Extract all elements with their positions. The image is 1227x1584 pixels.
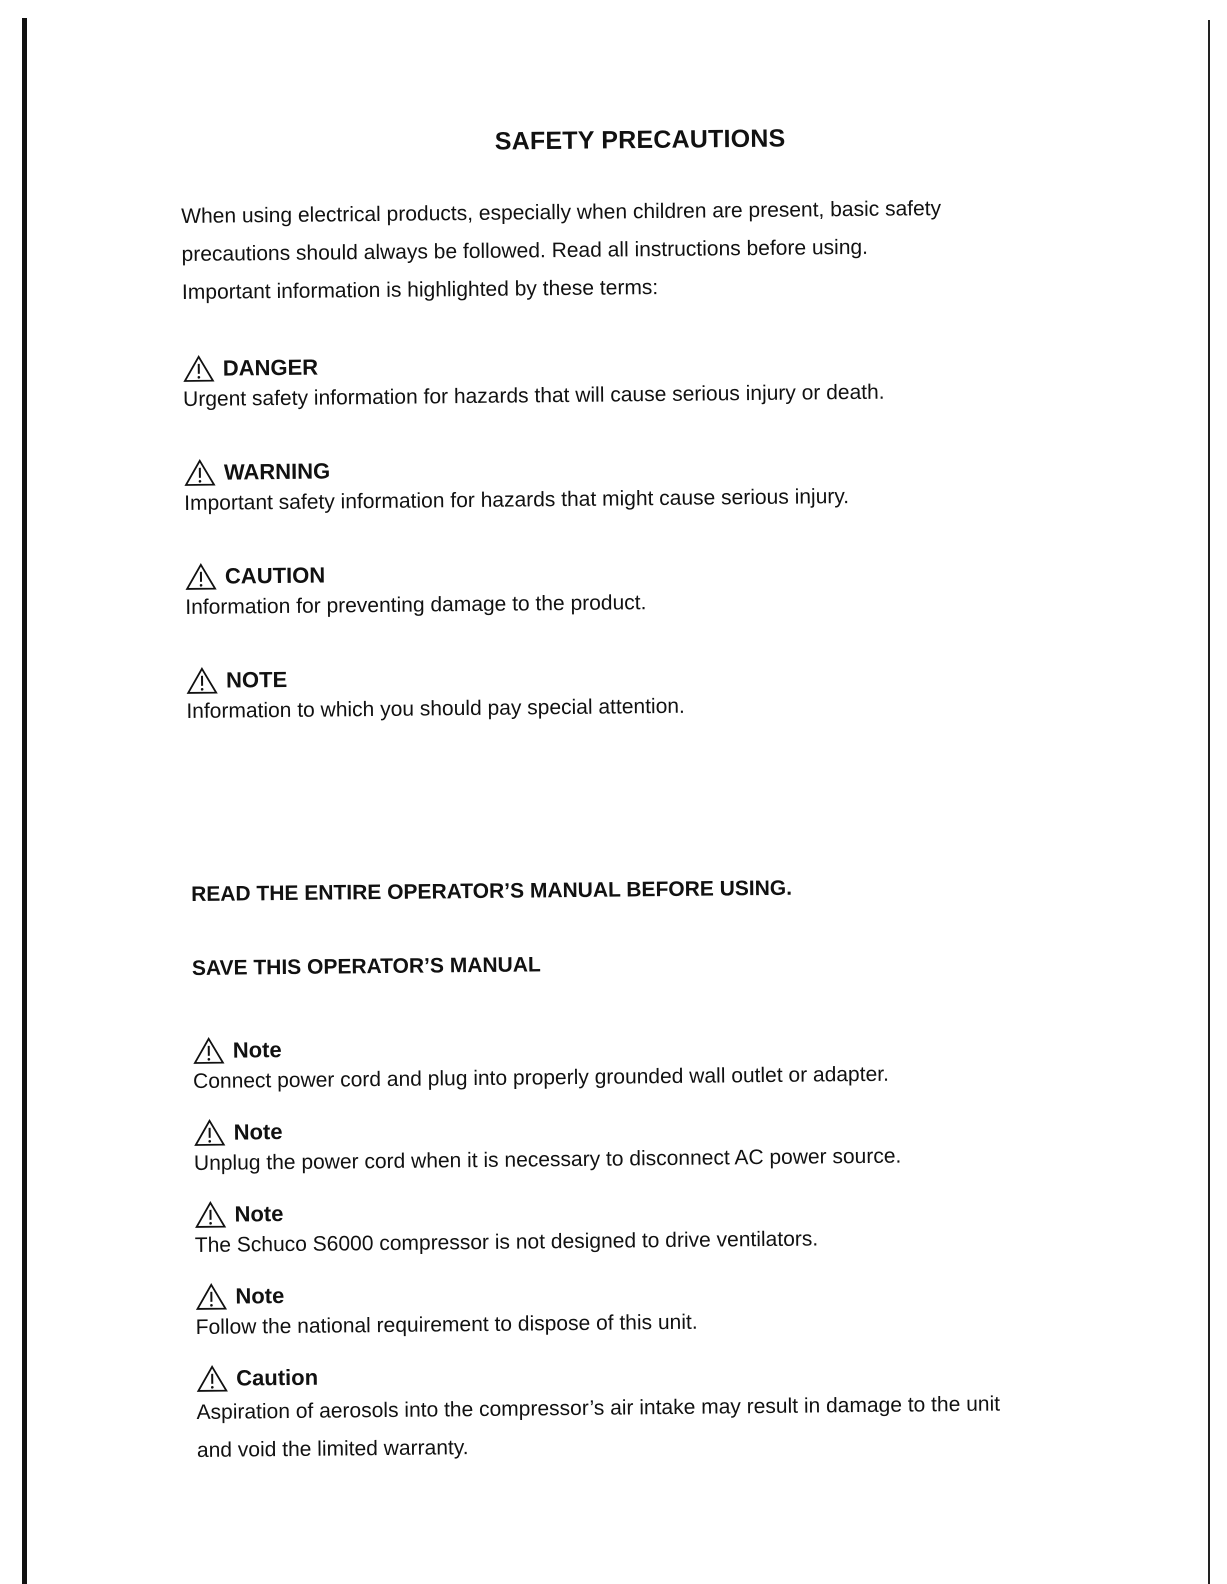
note-text: The Schuco S6000 compressor is not designed to drive ventilators.	[194, 1227, 819, 1257]
note-item	[193, 1026, 1144, 1098]
notes-list	[193, 1026, 1147, 1470]
note-text-line: Aspiration of aerosols into the compressor’s air intake may result in damage to the unit	[196, 1392, 1001, 1424]
note-item	[194, 1190, 1145, 1262]
term-description: Information to which you should pay special attention.	[186, 694, 685, 723]
note-text: Connect power cord and plug into properly grounded wall outlet or adapter.	[192, 1062, 889, 1093]
warning-triangle-icon	[193, 1037, 225, 1065]
save-manual-heading: SAVE THIS OPERATOR’S MANUAL	[191, 953, 541, 980]
term-label: CAUTION	[224, 562, 326, 589]
scan-edge-right	[1208, 20, 1210, 1584]
read-manual-heading: READ THE ENTIRE OPERATOR’S MANUAL BEFORE USING.	[191, 876, 793, 906]
intro-line: When using electrical products, especially when children are present, basic safety	[181, 197, 942, 228]
warning-triangle-icon	[194, 1201, 226, 1229]
note-label: Note	[235, 1283, 285, 1309]
warning-triangle-icon	[194, 1119, 226, 1147]
note-label: Note	[233, 1119, 283, 1145]
intro-line: Important information is highlighted by these terms:	[181, 276, 659, 304]
warning-triangle-icon	[195, 1283, 227, 1311]
warning-triangle-icon	[185, 563, 217, 591]
note-label: Caution	[236, 1364, 319, 1391]
warning-triangle-icon	[184, 459, 216, 487]
term-description: Information for preventing damage to the product.	[185, 591, 647, 619]
term-description: Urgent safety information for hazards that will cause serious injury or death.	[182, 380, 885, 411]
intro-section	[181, 188, 1126, 728]
caution-item	[196, 1354, 1147, 1470]
term-label: NOTE	[225, 666, 288, 693]
warning-triangle-icon	[186, 667, 218, 695]
term-caution	[185, 552, 1126, 624]
term-danger	[183, 344, 1124, 416]
intro-paragraph	[181, 188, 1122, 312]
scan-edge-left	[22, 18, 27, 1584]
warning-triangle-icon	[183, 355, 215, 383]
note-text: Unplug the power cord when it is necessary to disconnect AC power source.	[193, 1144, 902, 1175]
term-warning	[184, 448, 1125, 520]
note-text: Follow the national requirement to dispose of this unit.	[195, 1310, 698, 1339]
note-text-line: and void the limited warranty.	[196, 1436, 469, 1462]
page-title: SAFETY PRECAUTIONS	[494, 124, 786, 156]
note-item	[195, 1272, 1146, 1344]
term-description: Important safety information for hazards that might cause serious injury.	[184, 485, 850, 515]
term-label: DANGER	[222, 354, 319, 381]
note-item	[193, 1108, 1144, 1180]
term-note	[186, 656, 1127, 728]
term-label: WARNING	[223, 458, 331, 485]
manual-section	[191, 870, 1147, 1490]
warning-triangle-icon	[196, 1365, 228, 1393]
note-label: Note	[234, 1201, 284, 1227]
intro-line: precautions should always be followed. Read all instructions before using.	[181, 235, 869, 266]
note-label: Note	[232, 1037, 282, 1063]
